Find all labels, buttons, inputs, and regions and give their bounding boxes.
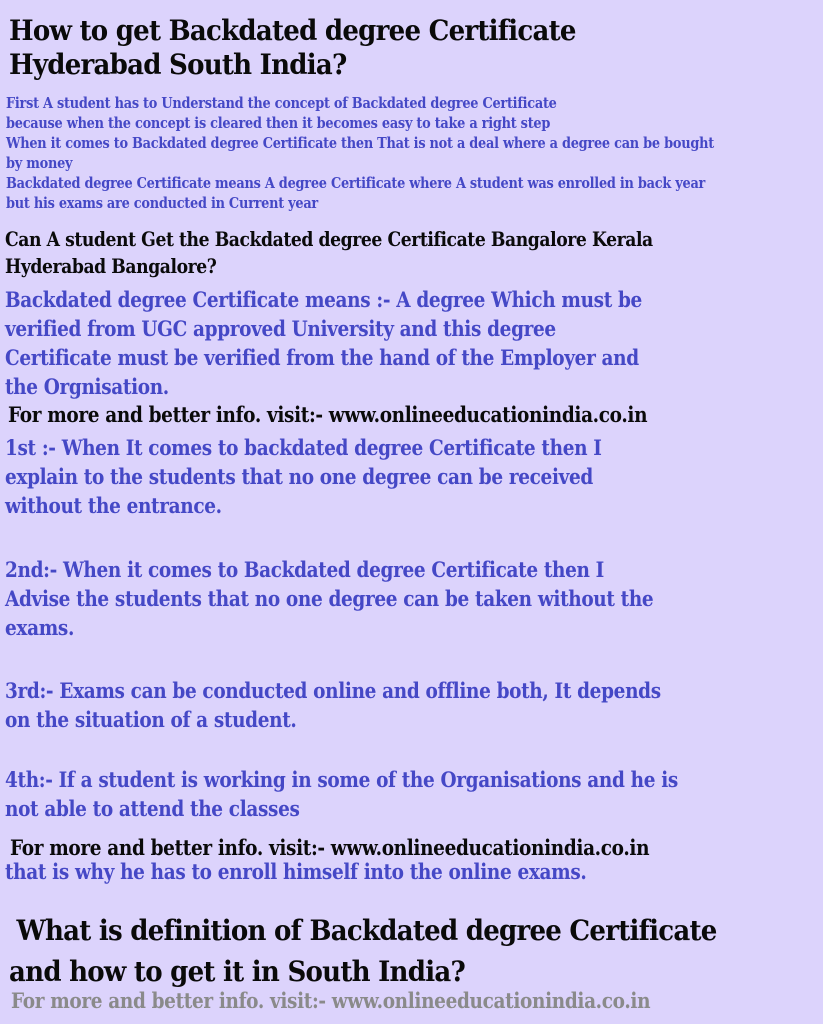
title-line-1: How to get Backdated degree Certificate bbox=[9, 14, 576, 47]
question-line-1: Can A student Get the Backdated degree Certificate Bangalore Kerala bbox=[5, 227, 653, 251]
point-2-line-3: exams. bbox=[5, 615, 75, 640]
point-3-line-2: on the situation of a student. bbox=[5, 707, 297, 732]
intro-line-5: Backdated degree Certificate means A degree Certificate where A student was enrolled in back year bbox=[6, 174, 706, 192]
point-4-continuation bbox=[5, 857, 586, 886]
definition-line-3: Certificate must be verified from the hand of the Employer and bbox=[5, 345, 639, 370]
intro-line-1: First A student has to Understand the concept of Backdated degree Certificate bbox=[6, 94, 557, 112]
definition-paragraph bbox=[5, 285, 642, 401]
question-heading bbox=[5, 226, 653, 280]
point-1 bbox=[5, 433, 602, 520]
intro-line-6: but his exams are conducted in Current year bbox=[6, 194, 318, 212]
final-heading-line-2: and how to get it in South India? bbox=[9, 955, 466, 988]
point-3 bbox=[5, 676, 661, 734]
point-4-line-2: not able to attend the classes bbox=[5, 796, 300, 821]
intro-paragraph bbox=[6, 93, 714, 213]
final-heading bbox=[9, 910, 717, 992]
point-4-line-1: 4th:- If a student is working in some of the Organisations and he is bbox=[5, 767, 678, 792]
definition-line-2: verified from UGC approved University and this degree bbox=[5, 316, 556, 341]
promo-link-1[interactable] bbox=[8, 400, 647, 429]
intro-line-4: by money bbox=[6, 154, 73, 172]
intro-line-2: because when the concept is cleared then it becomes easy to take a right step bbox=[6, 114, 551, 132]
point-2-line-2: Advise the students that no one degree can be taken without the bbox=[5, 586, 654, 611]
point-4-continuation-text: that is why he has to enroll himself into the online exams. bbox=[5, 859, 587, 884]
promo-text[interactable]: For more and better info. visit:- www.onlineeducationindia.co.in bbox=[10, 835, 650, 860]
title-line-2: Hyderabad South India? bbox=[9, 48, 347, 81]
page-title bbox=[9, 14, 576, 82]
promo-text[interactable]: For more and better info. visit:- www.onlineeducationindia.co.in bbox=[11, 988, 651, 1013]
point-1-line-3: without the entrance. bbox=[5, 493, 222, 518]
point-4 bbox=[5, 765, 678, 823]
definition-line-4: the Orgnisation. bbox=[5, 374, 169, 399]
final-heading-line-1: What is definition of Backdated degree Certificate bbox=[16, 914, 717, 947]
point-2 bbox=[5, 555, 653, 642]
promo-link-footer[interactable] bbox=[11, 986, 650, 1015]
point-1-line-2: explain to the students that no one degree can be received bbox=[5, 464, 593, 489]
point-1-line-1: 1st :- When It comes to backdated degree Certificate then I bbox=[5, 435, 602, 460]
point-3-line-1: 3rd:- Exams can be conducted online and offline both, It depends bbox=[5, 678, 661, 703]
question-line-2: Hyderabad Bangalore? bbox=[5, 254, 217, 278]
intro-line-3: When it comes to Backdated degree Certificate then That is not a deal where a degree can be bought bbox=[6, 134, 714, 152]
promo-text[interactable]: For more and better info. visit:- www.onlineeducationindia.co.in bbox=[8, 402, 648, 427]
point-2-line-1: 2nd:- When it comes to Backdated degree Certificate then I bbox=[5, 557, 604, 582]
definition-line-1: Backdated degree Certificate means :- A degree Which must be bbox=[5, 287, 642, 312]
